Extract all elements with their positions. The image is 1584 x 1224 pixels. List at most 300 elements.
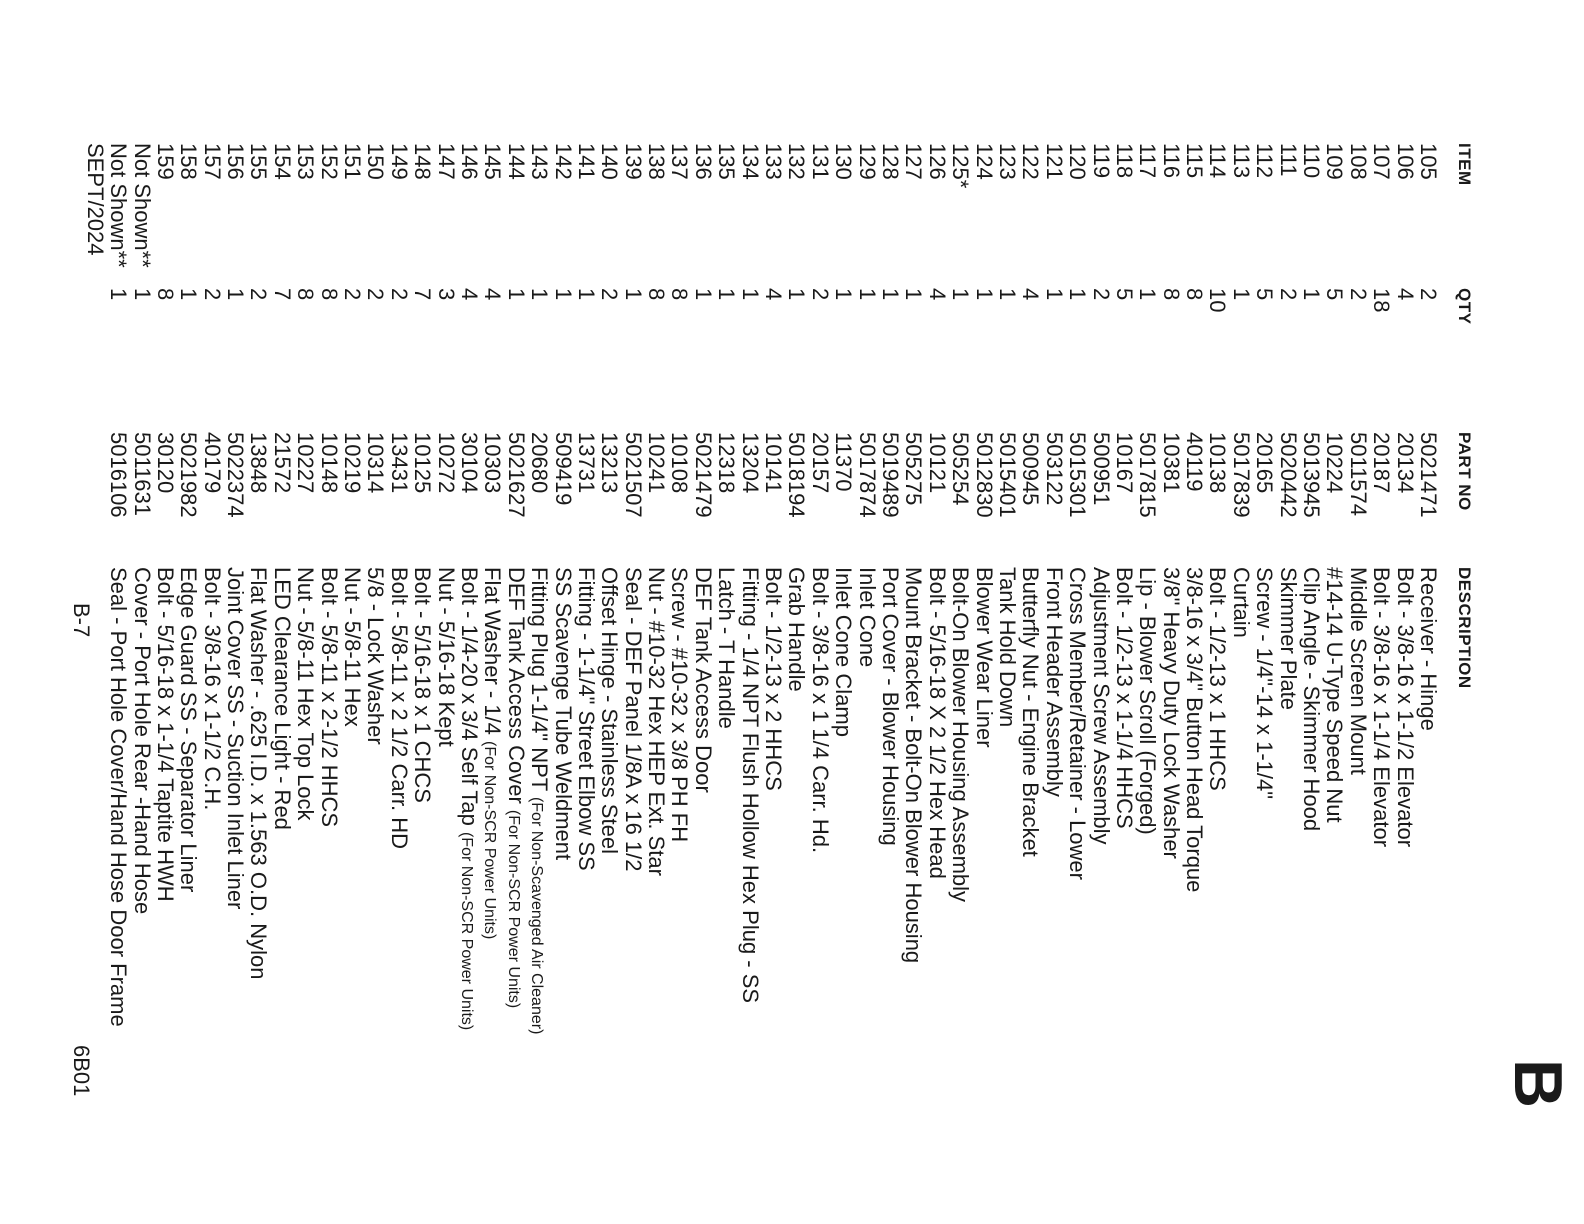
part-number: 10314 <box>363 432 389 494</box>
part-number: 10303 <box>480 432 506 494</box>
item-number: 144 <box>503 143 529 180</box>
part-number: 13431 <box>386 432 412 494</box>
item-number: 141 <box>573 143 599 180</box>
description <box>1159 567 1182 1034</box>
description <box>458 567 481 1034</box>
item-number: 145 <box>480 143 506 180</box>
part-number: 505254 <box>948 432 974 506</box>
description-text: Seal - DEF Panel 1/8A x 16 1/2 <box>620 567 646 872</box>
description-text: SS Scavenge Tube Weldment <box>550 567 576 861</box>
part-number: 21572 <box>269 432 295 494</box>
item-number: 130 <box>831 143 857 180</box>
description-text: Lip - Blower Scroll (Forged) <box>1135 567 1161 835</box>
item-number: 123 <box>994 143 1020 180</box>
description <box>668 567 691 1034</box>
description-text: Fitting - 1/4 NPT Flush Hollow Hex Plug - SS <box>737 567 763 1004</box>
quantity: 1 <box>1299 288 1325 301</box>
quantity: 1 <box>1135 288 1161 301</box>
description-text: Bolt - 3/8-16 x 1-1/2 Elevator <box>1392 567 1418 848</box>
quantity: 2 <box>1088 288 1114 301</box>
description <box>411 567 434 1034</box>
quantity: 1 <box>176 288 202 301</box>
quantity: 1 <box>1065 288 1091 301</box>
description <box>1393 567 1416 1034</box>
description <box>1253 567 1276 1034</box>
item-number: 114 <box>1205 143 1231 179</box>
part-number: 30120 <box>152 432 178 494</box>
part-number: 10227 <box>293 432 319 494</box>
part-number: 12318 <box>714 432 740 494</box>
quantity: 8 <box>1182 288 1208 301</box>
description-text: 5/8 - Lock Washer <box>363 567 389 745</box>
item-number: 117 <box>1135 143 1161 179</box>
quantity: 2 <box>386 288 412 301</box>
qty-column <box>83 288 1440 312</box>
item-number: 151 <box>340 143 366 180</box>
quantity: 4 <box>480 288 506 301</box>
quantity: 1 <box>573 288 599 301</box>
item-column <box>83 143 1440 268</box>
description <box>902 567 925 1034</box>
description-text: Nut - 5/16-18 Kept <box>433 567 459 747</box>
description-text: Adjustment Screw Assembly <box>1088 567 1114 845</box>
item-number: Not Shown** <box>129 143 155 268</box>
quantity: 1 <box>1228 288 1254 301</box>
part-no-column <box>83 432 1440 518</box>
quantity: 5 <box>1252 288 1278 301</box>
item-number: 106 <box>1392 143 1418 180</box>
quantity: 3 <box>433 288 459 301</box>
item-number: 122 <box>1018 143 1044 180</box>
part-number: 509419 <box>550 432 576 506</box>
part-number: 10148 <box>316 432 342 494</box>
item-number: 107 <box>1369 143 1395 180</box>
description-header: DESCRIPTION <box>1455 567 1474 689</box>
qty-header: QTY <box>1455 288 1474 325</box>
quantity: 1 <box>854 288 880 301</box>
quantity: 1 <box>714 288 740 301</box>
item-number: 112 <box>1252 143 1278 179</box>
part-number: 505275 <box>901 432 927 506</box>
item-number: 119 <box>1088 143 1114 179</box>
item-number: 105 <box>1416 143 1441 180</box>
description-text: Joint Cover SS - Suction Inlet Liner <box>223 567 249 910</box>
part-number: 13213 <box>597 432 623 494</box>
description <box>925 567 948 1034</box>
item-number: 158 <box>176 143 202 180</box>
description <box>1323 567 1346 1034</box>
description <box>692 567 715 1034</box>
description-text: Bolt - 1/2-13 x 1 HHCS <box>1205 567 1231 791</box>
item-number: 111 <box>1275 143 1301 177</box>
description <box>154 567 177 1034</box>
quantity: 1 <box>994 288 1020 301</box>
item-number: 118 <box>1111 143 1137 179</box>
item-number: Not Shown** <box>106 143 132 268</box>
part-number: 20187 <box>1369 432 1395 494</box>
quantity: 2 <box>246 288 272 301</box>
description <box>575 567 598 1034</box>
description <box>855 567 878 1034</box>
part-number: 5017815 <box>1135 432 1161 518</box>
description <box>879 567 902 1034</box>
part-number: 10272 <box>433 432 459 494</box>
description-text: Bolt - 5/16-18 X 2 1/2 Hex Head <box>924 567 950 879</box>
description-text: Bolt - 5/8-11 x 2-1/2 HHCS <box>316 567 342 828</box>
part-number: 10121 <box>924 432 950 494</box>
item-number: 139 <box>620 143 646 180</box>
description <box>1346 567 1369 1034</box>
item-number: 143 <box>527 143 553 180</box>
part-number: 13848 <box>246 432 272 494</box>
part-number: 503122 <box>1041 432 1067 506</box>
quantity: 2 <box>340 288 366 301</box>
description <box>200 567 223 1034</box>
description <box>1136 567 1159 1034</box>
part-number: 10138 <box>1205 432 1231 494</box>
description <box>972 567 995 1034</box>
item-number: 113 <box>1228 143 1254 179</box>
part-number: 5017874 <box>854 432 880 518</box>
description-text: Blower Wear Liner <box>971 567 997 748</box>
description-text: Bolt - 3/8-16 x 1 1/4 Carr. Hd. <box>807 567 833 854</box>
description <box>1370 567 1393 1034</box>
item-number: 129 <box>854 143 880 180</box>
quantity: 8 <box>644 288 670 301</box>
part-number: 5022374 <box>223 432 249 518</box>
description-text: Fitting Plug 1-1/4" NPT <box>527 567 553 797</box>
description-text: Flat Washer - 1/4 <box>480 567 506 742</box>
description-text: Nut - #10-32 Hex HEP Ext. Star <box>644 567 670 876</box>
description <box>808 567 831 1034</box>
description-text: Skimmer Plate <box>1275 567 1301 711</box>
description-note: (For Non-SCR Power Units) <box>457 831 475 1031</box>
quantity: 8 <box>316 288 342 301</box>
description-text: Mount Bracket - Bolt-On Blower Housing <box>901 567 927 964</box>
quantity: 1 <box>503 288 529 301</box>
quantity: 8 <box>667 288 693 301</box>
part-number: 5015301 <box>1065 432 1091 518</box>
item-number: 138 <box>644 143 670 180</box>
part-number: 10125 <box>410 432 436 494</box>
quantity: 4 <box>924 288 950 301</box>
description-text: Flat Washer - .625 I.D. x 1.563 O.D. Nylon <box>246 567 272 980</box>
description <box>1206 567 1229 1034</box>
quantity: 4 <box>761 288 787 301</box>
quantity: 2 <box>363 288 389 301</box>
description <box>1229 567 1252 1034</box>
item-number: 121 <box>1041 143 1067 180</box>
description-text: Receiver - Hinge <box>1416 567 1441 731</box>
item-number: 150 <box>363 143 389 180</box>
description-text: Tank Hold Down <box>994 567 1020 728</box>
item-number: 110 <box>1299 143 1325 179</box>
quantity: 1 <box>901 288 927 301</box>
item-number: 153 <box>293 143 319 180</box>
quantity: 1 <box>948 288 974 301</box>
item-number: 108 <box>1345 143 1371 180</box>
description-text: Nut - 5/8-11 Hex <box>340 567 366 727</box>
quantity: 8 <box>1158 288 1184 301</box>
part-number: 30104 <box>456 432 482 494</box>
quantity: 1 <box>106 288 132 301</box>
description <box>738 567 761 1034</box>
item-number: 137 <box>667 143 693 180</box>
item-number: 128 <box>878 143 904 180</box>
quantity: 7 <box>269 288 295 301</box>
item-number: 148 <box>410 143 436 180</box>
item-number: 127 <box>901 143 927 180</box>
item-number: 133 <box>761 143 787 180</box>
part-number: 5011574 <box>1345 432 1371 517</box>
section-letter: B <box>1500 1059 1576 1109</box>
quantity: 1 <box>784 288 810 301</box>
description-text: LED Clearance Light - Red <box>269 567 295 830</box>
item-number: 135 <box>714 143 740 180</box>
part-number: 40119 <box>1182 432 1208 492</box>
part-number: 40179 <box>199 432 225 494</box>
item-number: 136 <box>690 143 716 180</box>
item-number: 154 <box>269 143 295 180</box>
part-no-header: PART NO <box>1455 432 1474 511</box>
quantity: 2 <box>807 288 833 301</box>
description <box>1276 567 1299 1034</box>
quantity <box>83 288 106 312</box>
item-number: 152 <box>316 143 342 180</box>
part-number: 20157 <box>807 432 833 494</box>
quantity: 4 <box>1018 288 1044 301</box>
part-number: 10381 <box>1158 432 1184 494</box>
part-number: 5021507 <box>620 432 646 518</box>
description-text: Middle Screen Mount <box>1345 567 1371 775</box>
description-text: Offset Hinge - Stainless Steel <box>597 567 623 854</box>
part-number: 5021479 <box>690 432 716 518</box>
quantity: 4 <box>1392 288 1418 301</box>
part-number: 5012830 <box>971 432 997 518</box>
part-number: 13731 <box>573 432 599 494</box>
quantity: 1 <box>831 288 857 301</box>
part-number: 11370 <box>831 432 857 492</box>
part-number: 10141 <box>761 432 787 494</box>
description-text: Clip Angle - Skimmer Hood <box>1299 567 1325 832</box>
item-number: SEPT/2024 <box>82 143 108 256</box>
description <box>715 567 738 1034</box>
description-text: Bolt - 1/4-20 x 3/4 Self Tap <box>456 567 482 832</box>
part-number: 5018194 <box>784 432 810 518</box>
part-number: 5021982 <box>176 432 202 518</box>
description <box>1019 567 1042 1034</box>
item-header: ITEM <box>1455 143 1474 186</box>
item-number: 132 <box>784 143 810 180</box>
description-text: Inlet Cone Clamp <box>831 567 857 737</box>
description <box>270 567 293 1034</box>
description-text: Butterfly Nut - Engine Bracket <box>1018 567 1044 857</box>
quantity: 8 <box>152 288 178 301</box>
quantity: 10 <box>1205 288 1231 313</box>
description <box>130 567 153 1034</box>
description <box>528 567 551 1034</box>
item-number: 146 <box>456 143 482 180</box>
quantity: 2 <box>199 288 225 301</box>
item-number: 157 <box>199 143 225 180</box>
description-text: Bolt - 5/16-18 x 1-1/4 Taptite HWH <box>152 567 178 902</box>
part-number: 5019489 <box>878 432 904 518</box>
item-number: 149 <box>386 143 412 180</box>
description-text: Bolt-On Blower Housing Assembly <box>948 567 974 903</box>
part-number: 20680 <box>527 432 553 494</box>
description-text: Bolt - 3/8-16 x 1-1/4 Elevator <box>1369 567 1395 848</box>
quantity: 2 <box>597 288 623 301</box>
quantity: 4 <box>456 288 482 301</box>
part-number: 10167 <box>1111 432 1137 494</box>
description <box>762 567 785 1034</box>
part-number: 20165 <box>1252 432 1278 494</box>
item-number: 159 <box>152 143 178 180</box>
quantity: 1 <box>527 288 553 301</box>
description-text: Edge Guard SS - Separator Liner <box>176 567 202 893</box>
part-number: 10224 <box>1322 432 1348 494</box>
part-number <box>83 432 106 518</box>
description-text: 3/8" Heavy Duty Lock Washer <box>1158 567 1184 859</box>
description <box>294 567 317 1034</box>
description-text: Seal - Port Hole Cover/Hand Hose Door Frame <box>106 567 132 1027</box>
item-number: 109 <box>1322 143 1348 180</box>
description-text: Bolt - 5/8-11 x 2 1/2 Carr. HD <box>386 567 412 850</box>
description-text: Curtain <box>1228 567 1254 638</box>
description <box>341 567 364 1034</box>
description-text: Latch - T Handle <box>714 567 740 729</box>
description-text: Bolt - 1/2-13 x 2 HHCS <box>761 567 787 791</box>
description-note: (For Non-Scavenged Air Cleaner) <box>528 796 546 1035</box>
description <box>177 567 200 1034</box>
item-number: 115 <box>1182 143 1208 179</box>
part-number: 10108 <box>667 432 693 494</box>
description-text: Fitting - 1-1/4" Street Elbow SS <box>573 567 599 871</box>
item-number: 124 <box>971 143 997 180</box>
description-column <box>83 567 1440 1034</box>
part-number: 5016106 <box>106 432 132 518</box>
description-text: Port Cover - Blower Housing <box>878 567 904 846</box>
description <box>996 567 1019 1034</box>
description <box>551 567 574 1034</box>
description-text: DEF Tank Access Door <box>690 567 716 793</box>
description <box>107 567 130 1034</box>
description <box>785 567 808 1034</box>
description-text: DEF Tank Access Cover <box>503 567 529 810</box>
description <box>247 567 270 1034</box>
description <box>434 567 457 1034</box>
description-note: (For Non-SCR Power Units) <box>504 809 522 1009</box>
quantity: 5 <box>1322 288 1348 301</box>
description <box>1300 567 1323 1034</box>
description <box>598 567 621 1034</box>
description <box>1113 567 1136 1034</box>
description-text: #14-14 U-Type Speed Nut <box>1322 567 1348 823</box>
page-number: B-7 <box>69 603 94 638</box>
item-number: 125* <box>948 143 974 189</box>
description <box>1417 567 1440 1034</box>
description-text: Bolt - 5/16-18 x 1 CHCS <box>410 567 436 803</box>
quantity: 1 <box>878 288 904 301</box>
description <box>387 567 410 1034</box>
part-number: 13204 <box>737 432 763 494</box>
quantity: 1 <box>971 288 997 301</box>
description-text: 3/8-16 x 3/4" Button Head Torque <box>1182 567 1208 893</box>
description <box>1042 567 1065 1034</box>
description-text: Screw - 1/4"-14 x 1-1/4" <box>1252 567 1278 800</box>
description <box>645 567 668 1034</box>
description-text: Grab Handle <box>784 567 810 692</box>
description-text: Screw - #10-32 x 3/8 PH FH <box>667 567 693 843</box>
quantity: 1 <box>690 288 716 301</box>
part-number: 10219 <box>340 432 366 494</box>
item-number: 116 <box>1158 143 1184 179</box>
quantity: 8 <box>293 288 319 301</box>
description <box>224 567 247 1034</box>
description <box>364 567 387 1034</box>
part-number: 10241 <box>644 432 670 494</box>
document-code: 6B01 <box>69 1045 94 1097</box>
quantity: 18 <box>1369 288 1395 313</box>
quantity: 1 <box>1041 288 1067 301</box>
item-number: 155 <box>246 143 272 180</box>
description <box>949 567 972 1034</box>
part-number: 20134 <box>1392 432 1418 494</box>
quantity: 1 <box>129 288 155 301</box>
description-text: Cross Member/Retainer - Lower <box>1065 567 1091 880</box>
quantity: 1 <box>223 288 249 301</box>
item-number: 120 <box>1065 143 1091 180</box>
description <box>317 567 340 1034</box>
part-number: 5015401 <box>994 432 1020 518</box>
quantity: 2 <box>1416 288 1441 301</box>
description-text: Nut - 5/8-11 Hex Top Lock <box>293 567 319 821</box>
description <box>504 567 527 1034</box>
description-note: (For Non-SCR Power Units) <box>481 741 499 940</box>
part-number: 5021471 <box>1416 432 1441 518</box>
item-number: 140 <box>597 143 623 180</box>
quantity: 7 <box>410 288 436 301</box>
part-number: 5020442 <box>1275 432 1301 518</box>
part-number: 500945 <box>1018 432 1044 506</box>
part-number: 5011631 <box>129 432 155 517</box>
quantity: 1 <box>737 288 763 301</box>
item-number: 156 <box>223 143 249 180</box>
part-number: 5013945 <box>1299 432 1325 518</box>
description <box>832 567 855 1034</box>
quantity: 1 <box>550 288 576 301</box>
item-number: 134 <box>737 143 763 180</box>
quantity: 2 <box>1275 288 1301 301</box>
description <box>1066 567 1089 1034</box>
quantity: 1 <box>620 288 646 301</box>
item-number: 131 <box>807 143 833 180</box>
description-text: Cover - Port Hole Rear -Hand Hose <box>129 567 155 915</box>
description-text: Bolt - 1/2-13 x 1-1/4 HHCS <box>1111 567 1137 829</box>
description <box>481 567 504 1034</box>
part-number: 500951 <box>1088 432 1114 506</box>
item-number: 147 <box>433 143 459 180</box>
part-number: 5021627 <box>503 432 529 518</box>
description <box>621 567 644 1034</box>
description-text: Bolt - 3/8-16 x 1-1/2 C.H. <box>199 567 225 811</box>
part-number: 5017839 <box>1228 432 1254 518</box>
description <box>1183 567 1206 1034</box>
quantity: 2 <box>1345 288 1371 301</box>
description <box>1089 567 1112 1034</box>
item-number: 126 <box>924 143 950 180</box>
description-text: Inlet Cone <box>854 567 880 668</box>
